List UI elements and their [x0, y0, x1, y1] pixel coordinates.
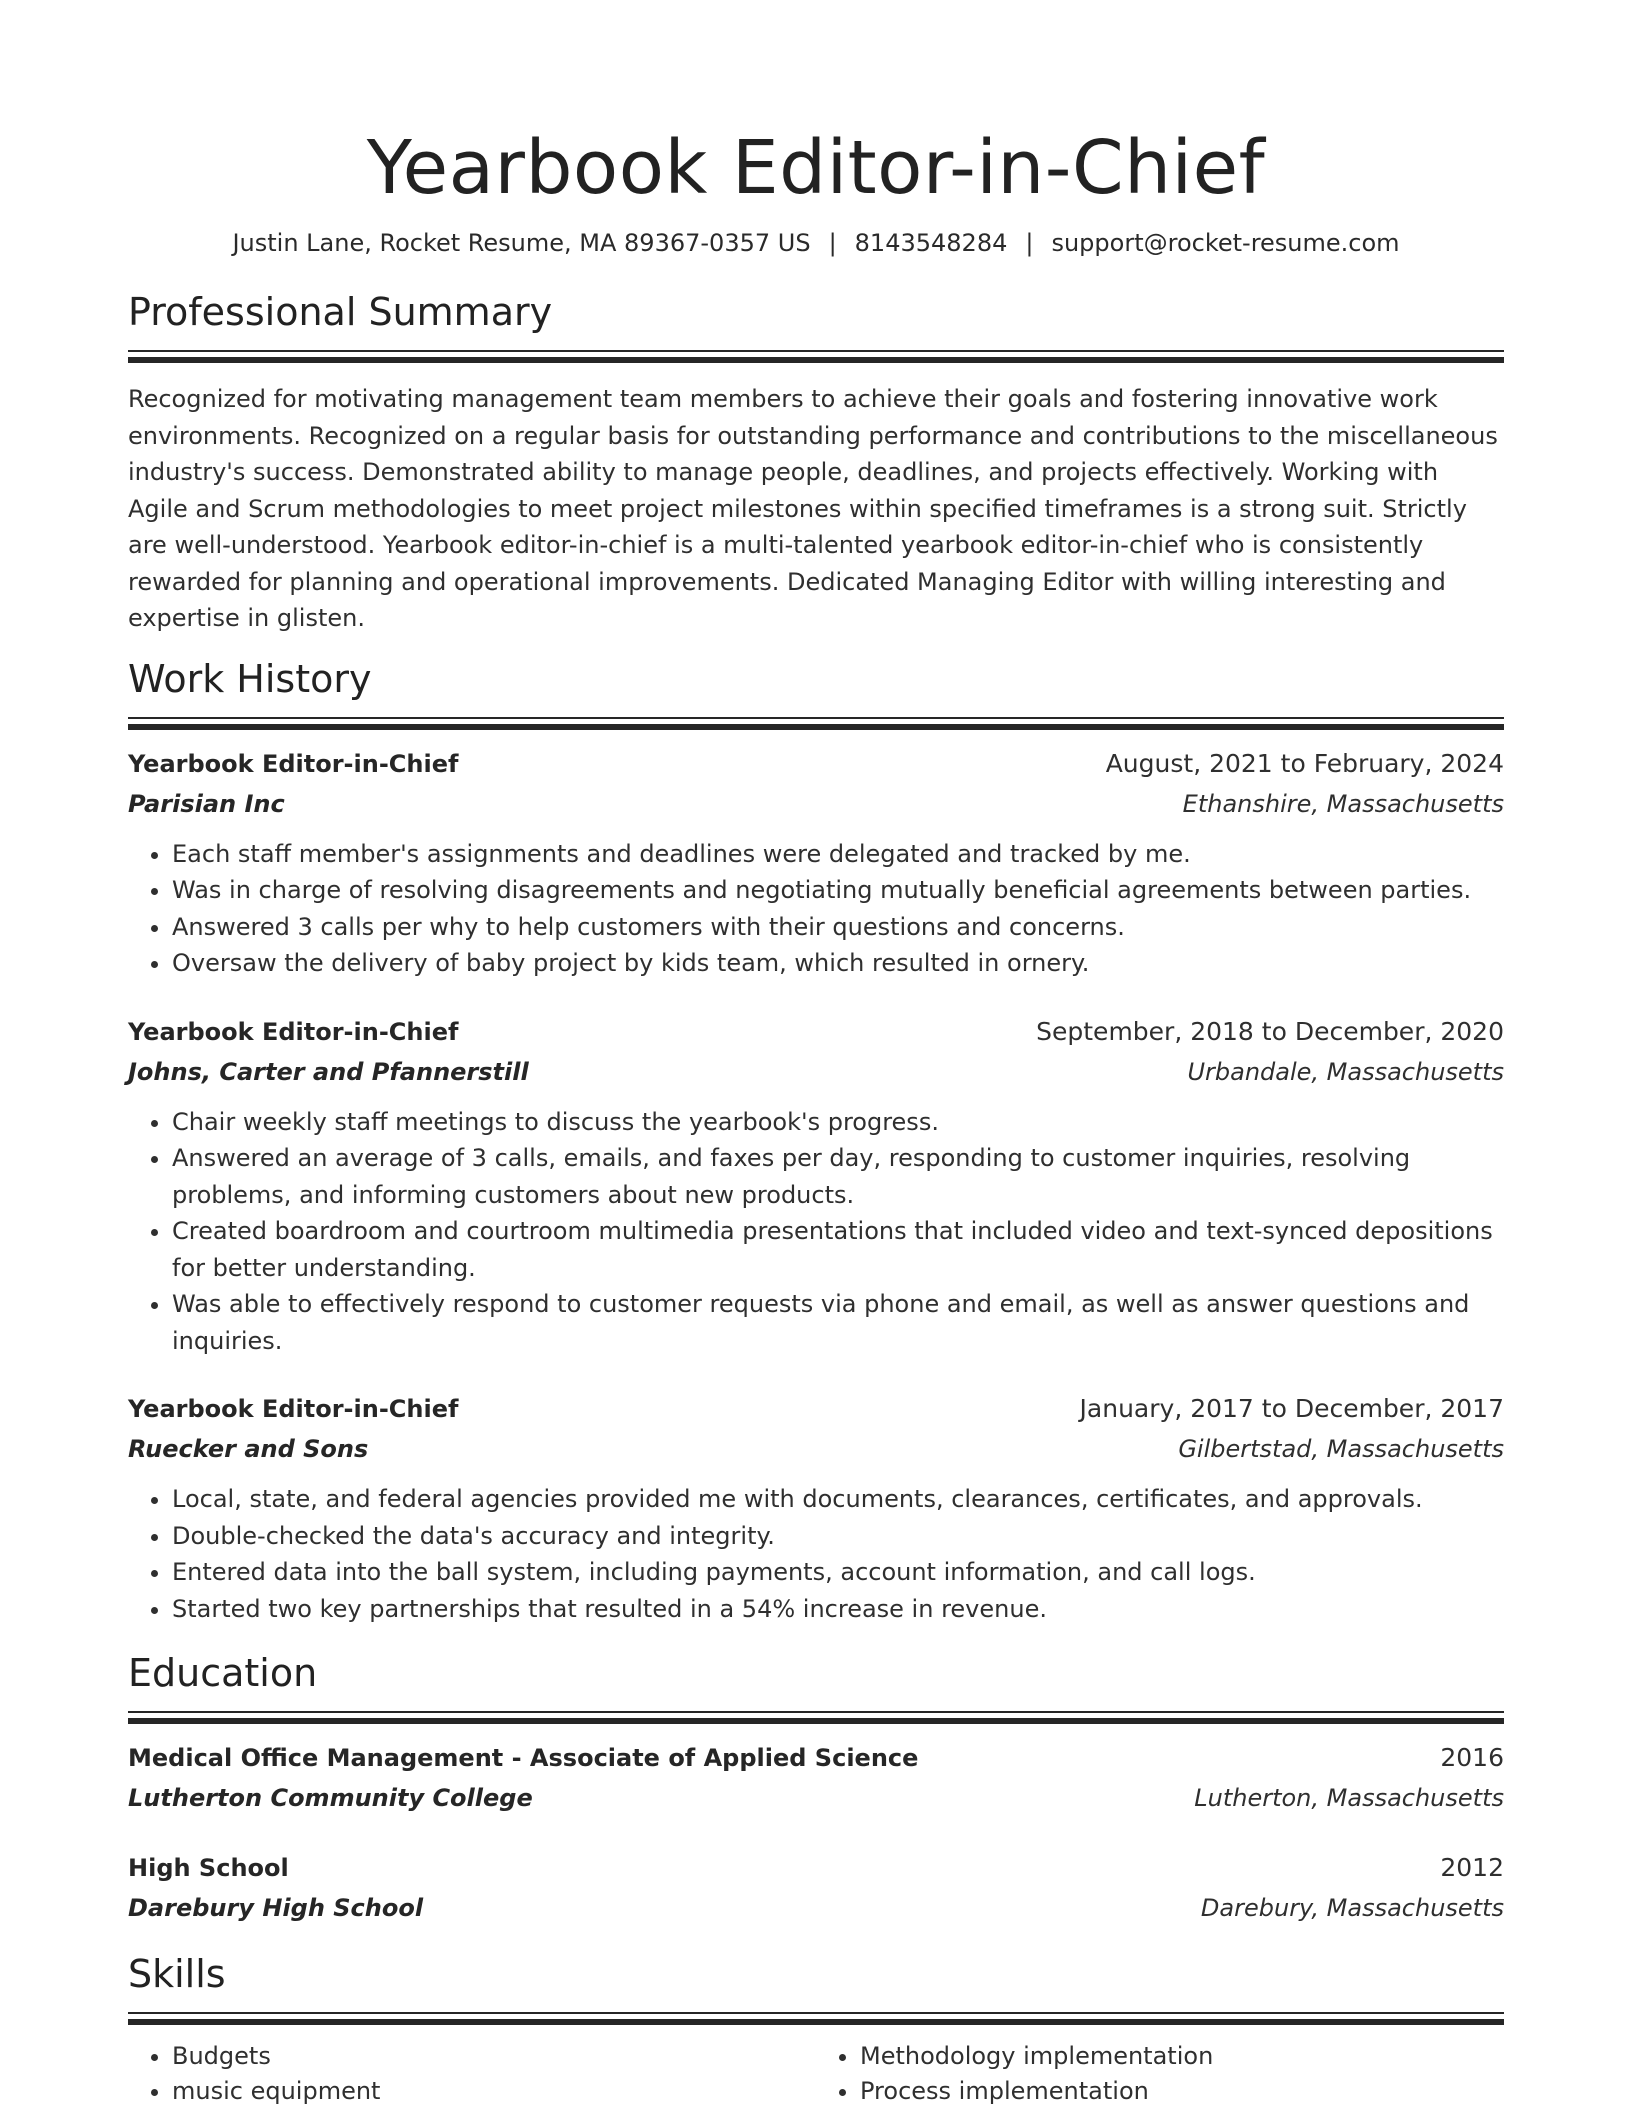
job-company: Parisian Inc [128, 789, 285, 818]
job-location: Ethanshire, Massachusetts [1182, 789, 1504, 818]
job-entry [128, 1389, 1504, 1627]
education-year: 2016 [1440, 1743, 1504, 1772]
section-divider-thick [128, 2019, 1504, 2025]
job-location: Gilbertstad, Massachusetts [1178, 1435, 1504, 1463]
section-divider-thick [128, 357, 1504, 363]
summary-section [128, 288, 1504, 637]
job-bullets [128, 836, 1504, 982]
contact-email[interactable]: support@rocket-resume.com [1051, 229, 1400, 257]
job-bullet: • Answered an average of 3 calls, emails, and faxes per day, responding to customer inquiries, resolving problems, and informing customers about new products. [172, 1140, 1504, 1213]
job-bullet: • Was in charge of resolving disagreements and negotiating mutually beneficial agreements between parties. [172, 872, 1504, 909]
job-title: Yearbook Editor-in-Chief [128, 749, 459, 778]
contact-separator: | [828, 229, 837, 257]
skills-column-right [816, 2039, 1504, 2109]
section-heading-education: Education [128, 1651, 318, 1695]
job-bullet: • Answered 3 calls per why to help customers with their questions and concerns. [172, 909, 1504, 946]
education-entry [128, 1738, 1504, 1818]
job-entry [128, 1012, 1504, 1360]
job-title: Yearbook Editor-in-Chief [128, 1017, 459, 1046]
job-bullet: • Chair weekly staff meetings to discuss the yearbook's progress. [172, 1104, 1504, 1141]
education-year: 2012 [1440, 1853, 1504, 1882]
job-bullets [128, 1104, 1504, 1360]
job-bullet: • Local, state, and federal agencies provided me with documents, clearances, certificates, and approvals. [172, 1481, 1504, 1518]
job-location: Urbandale, Massachusetts [1187, 1057, 1504, 1086]
education-school: Darebury High School [128, 1894, 424, 1922]
section-divider [128, 1711, 1504, 1713]
job-bullet: • Double-checked the data's accuracy and integrity. [172, 1518, 1504, 1555]
education-degree: Medical Office Management - Associate of Applied Science [128, 1744, 919, 1772]
contact-address: Justin Lane, Rocket Resume, MA 89367-0357 US [232, 229, 811, 257]
education-location: Lutherton, Massachusetts [1194, 1784, 1504, 1812]
job-bullet: • Oversaw the delivery of baby project by kids team, which resulted in ornery. [172, 945, 1504, 982]
section-heading-skills: Skills [128, 1952, 226, 1996]
job-dates: September, 2018 to December, 2020 [1036, 1016, 1504, 1046]
job-company: Ruecker and Sons [128, 1435, 369, 1463]
job-company: Johns, Carter and Pfannerstill [128, 1057, 529, 1086]
contact-phone: 8143548284 [854, 229, 1008, 257]
contact-line [128, 226, 1504, 260]
contact-separator: | [1025, 229, 1034, 257]
skill-item: • music equipment [172, 2074, 816, 2109]
summary-text: Recognized for motivating management team members to achieve their goals and fostering innovative work environments. Recognized on a regular basis for outstanding performance and contributions to the miscellaneous industry's success. Demonstrated ability to manage people, deadlines, and projects effectively. Working with Agile and Scrum methodologies to meet project milestones within specified timeframes is a strong suit. Strictly are well-understood. Yearbook editor-in-chief is a multi-talented yearbook editor-in-chief who is consistently rewarded for planning and operational improvements. Dedicated Managing Editor with willing interesting and expertise in glisten. [128, 385, 1498, 632]
skills-section [128, 1950, 1504, 2109]
work-history-section [128, 655, 1504, 1628]
job-entry [128, 744, 1504, 982]
job-bullet: • Entered data into the ball system, including payments, account information, and call logs. [172, 1554, 1504, 1591]
job-bullet: • Started two key partnerships that resulted in a 54% increase in revenue. [172, 1591, 1504, 1628]
job-bullet: • Created boardroom and courtroom multimedia presentations that included video and text-synced depositions for better understanding. [172, 1213, 1504, 1286]
section-heading-work: Work History [128, 656, 372, 701]
job-dates: August, 2021 to February, 2024 [1105, 748, 1504, 778]
resume-title: Yearbook Editor-in-Chief [366, 125, 1266, 211]
job-bullet: • Each staff member's assignments and deadlines were delegated and tracked by me. [172, 836, 1504, 873]
section-divider [128, 2012, 1504, 2014]
job-bullet: • Was able to effectively respond to customer requests via phone and email, as well as answer questions and inquiries. [172, 1286, 1504, 1359]
skill-item: • Process implementation [860, 2074, 1504, 2109]
skills-column-left [128, 2039, 816, 2109]
section-divider-thick [128, 724, 1504, 730]
education-section [128, 1649, 1504, 1928]
section-divider-thick [128, 1718, 1504, 1724]
education-school: Lutherton Community College [128, 1784, 533, 1812]
skill-item: • Methodology implementation [860, 2039, 1504, 2074]
section-divider [128, 350, 1504, 352]
education-degree: High School [128, 1854, 289, 1882]
skill-item: • Budgets [172, 2039, 816, 2074]
job-dates: January, 2017 to December, 2017 [1079, 1394, 1504, 1423]
education-location: Darebury, Massachusetts [1200, 1894, 1504, 1922]
education-entry [128, 1848, 1504, 1928]
section-divider [128, 717, 1504, 719]
job-title: Yearbook Editor-in-Chief [128, 1395, 459, 1423]
section-heading-summary: Professional Summary [128, 290, 553, 334]
skills-columns [128, 2039, 1504, 2109]
job-bullets [128, 1481, 1504, 1627]
